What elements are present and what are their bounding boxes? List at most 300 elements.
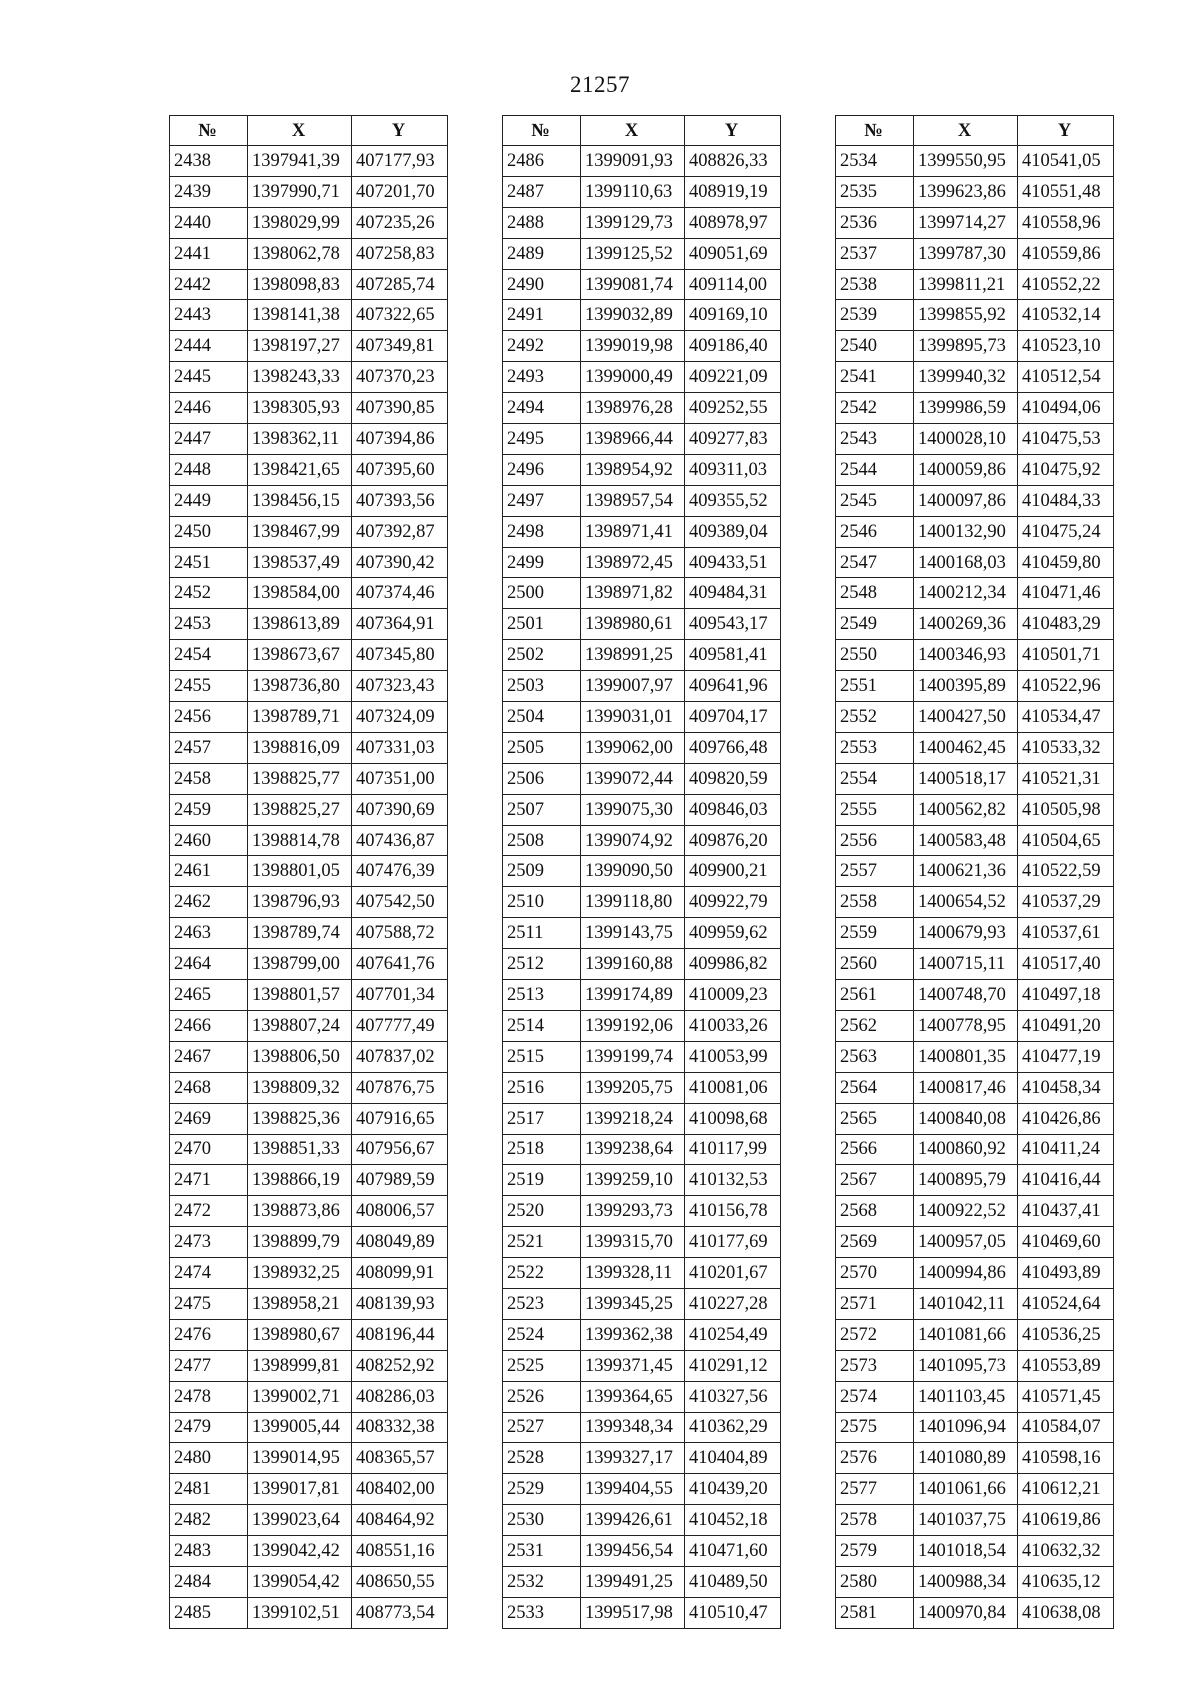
table-row xyxy=(836,1443,1114,1474)
cell-y: 409355,52 xyxy=(685,485,781,516)
table-row xyxy=(170,1196,448,1227)
table-row xyxy=(836,516,1114,547)
cell-y: 409389,04 xyxy=(685,516,781,547)
cell-y: 407285,74 xyxy=(352,269,448,300)
cell-y: 408196,44 xyxy=(352,1319,448,1350)
cell-y: 409704,17 xyxy=(685,702,781,733)
cell-x: 1398421,65 xyxy=(248,454,352,485)
table-row xyxy=(170,547,448,578)
cell-number: 2574 xyxy=(836,1381,914,1412)
table-row xyxy=(836,609,1114,640)
cell-y: 407374,46 xyxy=(352,578,448,609)
table-row xyxy=(170,1072,448,1103)
cell-x: 1399328,11 xyxy=(581,1258,685,1289)
cell-x: 1401095,73 xyxy=(914,1350,1018,1381)
table-row xyxy=(170,393,448,424)
cell-x: 1398899,79 xyxy=(248,1227,352,1258)
cell-x: 1398971,82 xyxy=(581,578,685,609)
cell-x: 1398971,41 xyxy=(581,516,685,547)
cell-y: 410558,96 xyxy=(1018,207,1114,238)
table-row xyxy=(836,207,1114,238)
cell-number: 2475 xyxy=(170,1288,248,1319)
cell-number: 2466 xyxy=(170,1010,248,1041)
table-row xyxy=(170,1412,448,1443)
table-row xyxy=(836,424,1114,455)
cell-y: 410522,59 xyxy=(1018,856,1114,887)
table-row xyxy=(503,609,781,640)
cell-y: 410493,89 xyxy=(1018,1258,1114,1289)
cell-y: 410132,53 xyxy=(685,1165,781,1196)
cell-y: 410553,89 xyxy=(1018,1350,1114,1381)
table-row xyxy=(836,1258,1114,1289)
cell-y: 407588,72 xyxy=(352,918,448,949)
cell-x: 1399327,17 xyxy=(581,1443,685,1474)
cell-x: 1400395,89 xyxy=(914,671,1018,702)
table-row xyxy=(503,1072,781,1103)
cell-number: 2467 xyxy=(170,1041,248,1072)
cell-number: 2517 xyxy=(503,1103,581,1134)
cell-y: 410477,19 xyxy=(1018,1041,1114,1072)
cell-y: 408464,92 xyxy=(352,1505,448,1536)
cell-number: 2581 xyxy=(836,1597,914,1628)
cell-number: 2570 xyxy=(836,1258,914,1289)
cell-y: 407989,59 xyxy=(352,1165,448,1196)
table-row xyxy=(836,794,1114,825)
table-row xyxy=(836,1474,1114,1505)
cell-number: 2508 xyxy=(503,825,581,856)
table-body xyxy=(503,146,781,1629)
cell-number: 2492 xyxy=(503,331,581,362)
cell-y: 410584,07 xyxy=(1018,1412,1114,1443)
cell-y: 410156,78 xyxy=(685,1196,781,1227)
cell-x: 1399315,70 xyxy=(581,1227,685,1258)
cell-y: 410598,16 xyxy=(1018,1443,1114,1474)
cell-y: 410227,28 xyxy=(685,1288,781,1319)
cell-number: 2489 xyxy=(503,238,581,269)
cell-number: 2496 xyxy=(503,454,581,485)
cell-x: 1401018,54 xyxy=(914,1536,1018,1567)
cell-number: 2560 xyxy=(836,949,914,980)
cell-x: 1399160,88 xyxy=(581,949,685,980)
cell-y: 410201,67 xyxy=(685,1258,781,1289)
cell-y: 407390,69 xyxy=(352,794,448,825)
table-row xyxy=(836,671,1114,702)
cell-number: 2547 xyxy=(836,547,914,578)
cell-number: 2477 xyxy=(170,1350,248,1381)
cell-y: 410517,40 xyxy=(1018,949,1114,980)
cell-y: 409277,83 xyxy=(685,424,781,455)
cell-y: 408365,57 xyxy=(352,1443,448,1474)
cell-number: 2514 xyxy=(503,1010,581,1041)
cell-number: 2532 xyxy=(503,1566,581,1597)
cell-x: 1398958,21 xyxy=(248,1288,352,1319)
cell-y: 410522,96 xyxy=(1018,671,1114,702)
cell-x: 1399517,98 xyxy=(581,1597,685,1628)
cell-x: 1399623,86 xyxy=(914,176,1018,207)
cell-y: 407436,87 xyxy=(352,825,448,856)
cell-number: 2471 xyxy=(170,1165,248,1196)
cell-number: 2500 xyxy=(503,578,581,609)
cell-y: 407349,81 xyxy=(352,331,448,362)
table-row xyxy=(170,640,448,671)
table-row xyxy=(503,1474,781,1505)
cell-number: 2446 xyxy=(170,393,248,424)
cell-y: 407701,34 xyxy=(352,980,448,1011)
table-row xyxy=(836,300,1114,331)
cell-y: 410404,89 xyxy=(685,1443,781,1474)
cell-y: 410452,18 xyxy=(685,1505,781,1536)
cell-number: 2480 xyxy=(170,1443,248,1474)
cell-y: 409433,51 xyxy=(685,547,781,578)
column-header-x: X xyxy=(248,116,352,146)
cell-number: 2578 xyxy=(836,1505,914,1536)
cell-x: 1398467,99 xyxy=(248,516,352,547)
cell-x: 1398976,28 xyxy=(581,393,685,424)
table-row xyxy=(836,146,1114,177)
cell-number: 2571 xyxy=(836,1288,914,1319)
cell-number: 2487 xyxy=(503,176,581,207)
table-row xyxy=(503,1134,781,1165)
table-row xyxy=(503,516,781,547)
table-row xyxy=(170,1258,448,1289)
cell-y: 407476,39 xyxy=(352,856,448,887)
cell-y: 410512,54 xyxy=(1018,362,1114,393)
cell-x: 1401081,66 xyxy=(914,1319,1018,1350)
cell-number: 2566 xyxy=(836,1134,914,1165)
cell-number: 2526 xyxy=(503,1381,581,1412)
cell-number: 2469 xyxy=(170,1103,248,1134)
cell-x: 1398362,11 xyxy=(248,424,352,455)
cell-number: 2537 xyxy=(836,238,914,269)
cell-x: 1400970,84 xyxy=(914,1597,1018,1628)
cell-number: 2554 xyxy=(836,763,914,794)
cell-y: 407324,09 xyxy=(352,702,448,733)
cell-number: 2457 xyxy=(170,732,248,763)
cell-x: 1399895,73 xyxy=(914,331,1018,362)
cell-y: 408139,93 xyxy=(352,1288,448,1319)
table-row xyxy=(503,578,781,609)
cell-number: 2495 xyxy=(503,424,581,455)
cell-number: 2535 xyxy=(836,176,914,207)
cell-y: 410523,10 xyxy=(1018,331,1114,362)
cell-number: 2518 xyxy=(503,1134,581,1165)
table-row xyxy=(503,393,781,424)
cell-y: 410494,06 xyxy=(1018,393,1114,424)
table-row xyxy=(170,238,448,269)
table-row xyxy=(836,1288,1114,1319)
column-header-y: Y xyxy=(352,116,448,146)
table-row xyxy=(836,578,1114,609)
cell-x: 1398243,33 xyxy=(248,362,352,393)
cell-y: 410053,99 xyxy=(685,1041,781,1072)
cell-y: 410426,86 xyxy=(1018,1103,1114,1134)
table-row xyxy=(503,1412,781,1443)
table-row xyxy=(170,609,448,640)
table-row xyxy=(836,1072,1114,1103)
cell-y: 408286,03 xyxy=(352,1381,448,1412)
cell-x: 1398807,24 xyxy=(248,1010,352,1041)
cell-x: 1399362,38 xyxy=(581,1319,685,1350)
cell-x: 1398825,27 xyxy=(248,794,352,825)
table-row xyxy=(503,238,781,269)
cell-number: 2546 xyxy=(836,516,914,547)
table-row xyxy=(170,485,448,516)
cell-number: 2454 xyxy=(170,640,248,671)
cell-number: 2453 xyxy=(170,609,248,640)
cell-x: 1399714,27 xyxy=(914,207,1018,238)
cell-y: 410537,61 xyxy=(1018,918,1114,949)
cell-x: 1399075,30 xyxy=(581,794,685,825)
table-row xyxy=(170,362,448,393)
cell-x: 1399364,65 xyxy=(581,1381,685,1412)
cell-number: 2528 xyxy=(503,1443,581,1474)
cell-y: 407916,65 xyxy=(352,1103,448,1134)
table-row xyxy=(836,1041,1114,1072)
cell-x: 1399019,98 xyxy=(581,331,685,362)
cell-y: 409252,55 xyxy=(685,393,781,424)
cell-y: 407322,65 xyxy=(352,300,448,331)
cell-x: 1398801,57 xyxy=(248,980,352,1011)
cell-y: 409484,31 xyxy=(685,578,781,609)
table-row xyxy=(170,1381,448,1412)
cell-x: 1399426,61 xyxy=(581,1505,685,1536)
cell-number: 2465 xyxy=(170,980,248,1011)
cell-y: 407177,93 xyxy=(352,146,448,177)
table-row xyxy=(170,300,448,331)
column-header-x: X xyxy=(914,116,1018,146)
cell-y: 407876,75 xyxy=(352,1072,448,1103)
cell-number: 2438 xyxy=(170,146,248,177)
cell-number: 2542 xyxy=(836,393,914,424)
cell-x: 1400922,52 xyxy=(914,1196,1018,1227)
cell-y: 407351,00 xyxy=(352,763,448,794)
cell-x: 1398789,74 xyxy=(248,918,352,949)
cell-number: 2552 xyxy=(836,702,914,733)
table-row xyxy=(503,1381,781,1412)
cell-x: 1399345,25 xyxy=(581,1288,685,1319)
cell-number: 2534 xyxy=(836,146,914,177)
cell-x: 1401096,94 xyxy=(914,1412,1018,1443)
table-row xyxy=(503,1227,781,1258)
table-row xyxy=(503,424,781,455)
cell-x: 1399102,51 xyxy=(248,1597,352,1628)
cell-number: 2545 xyxy=(836,485,914,516)
cell-y: 407641,76 xyxy=(352,949,448,980)
cell-number: 2564 xyxy=(836,1072,914,1103)
cell-x: 1401080,89 xyxy=(914,1443,1018,1474)
cell-number: 2530 xyxy=(503,1505,581,1536)
table-row xyxy=(503,856,781,887)
cell-number: 2511 xyxy=(503,918,581,949)
table-row xyxy=(503,485,781,516)
table-row xyxy=(836,949,1114,980)
cell-x: 1399293,73 xyxy=(581,1196,685,1227)
cell-number: 2486 xyxy=(503,146,581,177)
cell-x: 1400168,03 xyxy=(914,547,1018,578)
table-header-row xyxy=(170,116,448,146)
table-row xyxy=(836,640,1114,671)
cell-x: 1398673,67 xyxy=(248,640,352,671)
cell-y: 410081,06 xyxy=(685,1072,781,1103)
table-row xyxy=(170,702,448,733)
cell-x: 1400621,36 xyxy=(914,856,1018,887)
table-row xyxy=(170,1505,448,1536)
cell-number: 2448 xyxy=(170,454,248,485)
cell-x: 1399986,59 xyxy=(914,393,1018,424)
cell-x: 1401061,66 xyxy=(914,1474,1018,1505)
cell-x: 1398966,44 xyxy=(581,424,685,455)
table-row xyxy=(503,949,781,980)
cell-y: 409922,79 xyxy=(685,887,781,918)
table-row xyxy=(503,640,781,671)
cell-number: 2544 xyxy=(836,454,914,485)
cell-x: 1398098,83 xyxy=(248,269,352,300)
cell-number: 2470 xyxy=(170,1134,248,1165)
cell-x: 1398851,33 xyxy=(248,1134,352,1165)
cell-x: 1399855,92 xyxy=(914,300,1018,331)
cell-x: 1399371,45 xyxy=(581,1350,685,1381)
table-row xyxy=(503,547,781,578)
cell-number: 2509 xyxy=(503,856,581,887)
table-row xyxy=(503,671,781,702)
table-row xyxy=(836,485,1114,516)
cell-x: 1401042,11 xyxy=(914,1288,1018,1319)
cell-y: 410411,24 xyxy=(1018,1134,1114,1165)
cell-number: 2493 xyxy=(503,362,581,393)
cell-x: 1398796,93 xyxy=(248,887,352,918)
page-number: 21257 xyxy=(570,72,630,97)
table-row xyxy=(170,980,448,1011)
cell-number: 2503 xyxy=(503,671,581,702)
table-row xyxy=(170,1319,448,1350)
cell-y: 410505,98 xyxy=(1018,794,1114,825)
table-row xyxy=(836,856,1114,887)
cell-number: 2488 xyxy=(503,207,581,238)
cell-y: 408551,16 xyxy=(352,1536,448,1567)
cell-number: 2464 xyxy=(170,949,248,980)
table-header-row xyxy=(503,116,781,146)
table-row xyxy=(503,918,781,949)
cell-x: 1400860,92 xyxy=(914,1134,1018,1165)
cell-y: 410552,22 xyxy=(1018,269,1114,300)
cell-number: 2444 xyxy=(170,331,248,362)
cell-x: 1398062,78 xyxy=(248,238,352,269)
coordinates-table-2 xyxy=(502,115,781,1629)
cell-x: 1400518,17 xyxy=(914,763,1018,794)
cell-x: 1399007,97 xyxy=(581,671,685,702)
cell-x: 1398799,00 xyxy=(248,949,352,980)
cell-number: 2567 xyxy=(836,1165,914,1196)
cell-x: 1399031,01 xyxy=(581,702,685,733)
cell-x: 1400715,11 xyxy=(914,949,1018,980)
table-row xyxy=(503,794,781,825)
cell-number: 2529 xyxy=(503,1474,581,1505)
table-row xyxy=(170,1041,448,1072)
table-row xyxy=(503,887,781,918)
table-row xyxy=(503,1288,781,1319)
cell-y: 410559,86 xyxy=(1018,238,1114,269)
table-row xyxy=(170,331,448,362)
cell-x: 1399074,92 xyxy=(581,825,685,856)
table-row xyxy=(503,176,781,207)
cell-y: 410458,34 xyxy=(1018,1072,1114,1103)
cell-number: 2521 xyxy=(503,1227,581,1258)
cell-number: 2539 xyxy=(836,300,914,331)
cell-x: 1400562,82 xyxy=(914,794,1018,825)
cell-number: 2497 xyxy=(503,485,581,516)
table-row xyxy=(836,1350,1114,1381)
table-row xyxy=(836,238,1114,269)
table-row xyxy=(503,1566,781,1597)
table-body xyxy=(836,146,1114,1629)
cell-number: 2490 xyxy=(503,269,581,300)
cell-number: 2577 xyxy=(836,1474,914,1505)
cell-number: 2524 xyxy=(503,1319,581,1350)
cell-x: 1399199,74 xyxy=(581,1041,685,1072)
table-row xyxy=(170,887,448,918)
cell-y: 410475,24 xyxy=(1018,516,1114,547)
cell-number: 2543 xyxy=(836,424,914,455)
cell-x: 1400427,50 xyxy=(914,702,1018,733)
cell-number: 2476 xyxy=(170,1319,248,1350)
cell-x: 1398814,78 xyxy=(248,825,352,856)
table-row xyxy=(503,300,781,331)
cell-number: 2485 xyxy=(170,1597,248,1628)
cell-x: 1397941,39 xyxy=(248,146,352,177)
cell-x: 1399062,00 xyxy=(581,732,685,763)
cell-y: 409114,00 xyxy=(685,269,781,300)
cell-y: 407394,86 xyxy=(352,424,448,455)
cell-x: 1398584,00 xyxy=(248,578,352,609)
cell-number: 2452 xyxy=(170,578,248,609)
table-row xyxy=(503,702,781,733)
table-row xyxy=(836,1319,1114,1350)
table-row xyxy=(836,1010,1114,1041)
cell-y: 409311,03 xyxy=(685,454,781,485)
cell-y: 410536,25 xyxy=(1018,1319,1114,1350)
cell-x: 1399118,80 xyxy=(581,887,685,918)
cell-x: 1399081,74 xyxy=(581,269,685,300)
cell-x: 1399811,21 xyxy=(914,269,1018,300)
cell-number: 2551 xyxy=(836,671,914,702)
column-header-number: № xyxy=(503,116,581,146)
cell-number: 2447 xyxy=(170,424,248,455)
table-row xyxy=(503,1041,781,1072)
table-row xyxy=(503,331,781,362)
cell-number: 2460 xyxy=(170,825,248,856)
cell-x: 1399091,93 xyxy=(581,146,685,177)
cell-number: 2553 xyxy=(836,732,914,763)
table-row xyxy=(170,1350,448,1381)
table-row xyxy=(836,176,1114,207)
cell-number: 2549 xyxy=(836,609,914,640)
cell-y: 407392,87 xyxy=(352,516,448,547)
cell-y: 409169,10 xyxy=(685,300,781,331)
cell-x: 1398932,25 xyxy=(248,1258,352,1289)
cell-x: 1399017,81 xyxy=(248,1474,352,1505)
cell-y: 409051,69 xyxy=(685,238,781,269)
cell-y: 408773,54 xyxy=(352,1597,448,1628)
table-row xyxy=(836,362,1114,393)
cell-y: 409820,59 xyxy=(685,763,781,794)
cell-y: 410504,65 xyxy=(1018,825,1114,856)
cell-x: 1398801,05 xyxy=(248,856,352,887)
cell-number: 2556 xyxy=(836,825,914,856)
cell-number: 2515 xyxy=(503,1041,581,1072)
cell-number: 2536 xyxy=(836,207,914,238)
cell-y: 407235,26 xyxy=(352,207,448,238)
cell-x: 1400346,93 xyxy=(914,640,1018,671)
